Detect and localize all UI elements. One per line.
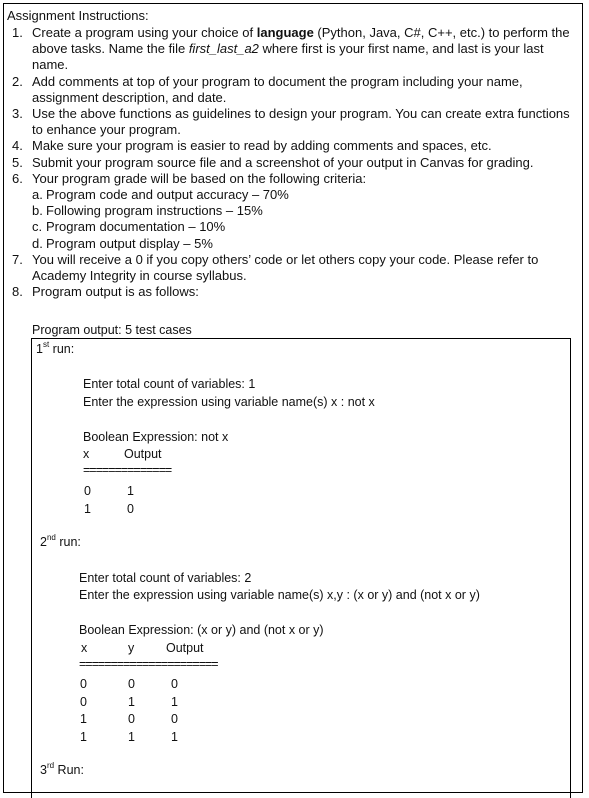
run2-cell: 1	[171, 695, 178, 709]
run2-cell: 0	[128, 712, 135, 726]
criteria-text: Following program instructions – 15%	[46, 203, 263, 219]
instruction-item	[12, 74, 572, 106]
run2-cell: 1	[80, 730, 87, 744]
run1-col-x: x	[83, 447, 90, 461]
instruction-item	[12, 155, 572, 171]
run1-separator: ==============	[83, 463, 172, 477]
criteria-item	[32, 203, 572, 219]
criteria-text: Program documentation – 10%	[46, 219, 226, 235]
item-text: Program output is as follows:	[32, 284, 199, 300]
run1-prompt-expression: Enter the expression using variable name(s) x : not x	[83, 395, 375, 409]
run2-col-x: x	[81, 641, 88, 655]
criteria-item	[32, 219, 572, 235]
item-number: 1.	[12, 25, 23, 40]
item-number: 6.	[12, 170, 23, 186]
run1-cell: 0	[84, 484, 91, 498]
instructions-heading: Assignment Instructions:	[7, 8, 149, 23]
run2-cell: 0	[80, 695, 87, 709]
run-label-3: 3rd Run:	[40, 761, 84, 777]
run-label-1: 1st run:	[36, 340, 75, 356]
run-label-2: 2nd run:	[40, 533, 81, 549]
criteria-item	[32, 187, 572, 203]
item-number: 3.	[12, 106, 23, 122]
criteria-list	[32, 187, 572, 252]
output-caption: Program output: 5 test cases	[32, 323, 192, 337]
run2-prompt-count: Enter total count of variables: 2	[79, 571, 252, 585]
instruction-item	[12, 138, 572, 154]
instruction-item	[12, 252, 572, 284]
run2-prompt-expression: Enter the expression using variable name(s) x,y : (x or y) and (not x or y)	[79, 588, 480, 602]
run2-cell: 1	[128, 695, 135, 709]
item-text: Make sure your program is easier to read by adding comments and spaces, etc.	[32, 138, 492, 154]
item-text: Submit your program source file and a screenshot of your output in Canvas for grading.	[32, 154, 534, 170]
run1-col-output: Output	[124, 447, 162, 461]
instructions-list	[12, 25, 572, 300]
item-number: 4.	[12, 138, 23, 154]
item-text: (Python, Java, C#, C++, etc.) to perform the above tasks. Name the file	[32, 25, 570, 57]
run2-cell: 1	[80, 712, 87, 726]
run2-cell: 1	[128, 730, 135, 744]
item-text-bold: language	[256, 25, 314, 40]
item-number: 8.	[12, 284, 23, 300]
run1-cell: 1	[84, 502, 91, 516]
item-number: 2.	[12, 73, 23, 89]
instruction-item	[12, 106, 572, 138]
file-name-italic: first_last_a2	[188, 41, 259, 57]
run2-cell: 0	[171, 677, 178, 691]
item-text: Add comments at top of your program to document the program including your name, assignment description, and date.	[32, 73, 523, 105]
criteria-item	[32, 236, 572, 252]
criteria-letter: c.	[32, 219, 43, 235]
instruction-item	[12, 171, 572, 252]
run2-boolean-expression: Boolean Expression: (x or y) and (not x or y)	[79, 623, 324, 637]
instruction-item	[12, 25, 572, 74]
program-output-box	[31, 338, 571, 798]
run1-prompt-count: Enter total count of variables: 1	[83, 377, 256, 391]
criteria-letter: a.	[32, 187, 43, 203]
item-number: 5.	[12, 154, 23, 170]
run2-cell: 0	[80, 677, 87, 691]
item-text: where first is your first name, and last is your last name.	[32, 41, 544, 73]
run1-cell: 0	[127, 502, 134, 516]
instruction-item	[12, 284, 572, 300]
item-number: 7.	[12, 251, 23, 267]
run1-cell: 1	[127, 484, 134, 498]
item-text: Your program grade will be based on the following criteria:	[32, 170, 367, 186]
item-text: Create a program using your choice of	[32, 25, 257, 40]
criteria-letter: d.	[32, 235, 43, 251]
item-text: Use the above functions as guidelines to design your program. You can create extra functions to enhance your program.	[32, 106, 570, 138]
item-text: You will receive a 0 if you copy others’ code or let others copy your code. Please refer to Academy Integrity in course syllabus.	[32, 251, 539, 284]
run2-cell: 0	[128, 677, 135, 691]
run2-col-output: Output	[166, 641, 204, 655]
run1-boolean-expression: Boolean Expression: not x	[83, 430, 229, 444]
run2-cell: 1	[171, 730, 178, 744]
criteria-text: Program code and output accuracy – 70%	[46, 187, 289, 203]
run2-separator: ======================	[79, 657, 218, 671]
run2-cell: 0	[171, 712, 178, 726]
criteria-text: Program output display – 5%	[46, 235, 213, 251]
run2-col-y: y	[128, 641, 135, 655]
criteria-letter: b.	[32, 203, 43, 219]
